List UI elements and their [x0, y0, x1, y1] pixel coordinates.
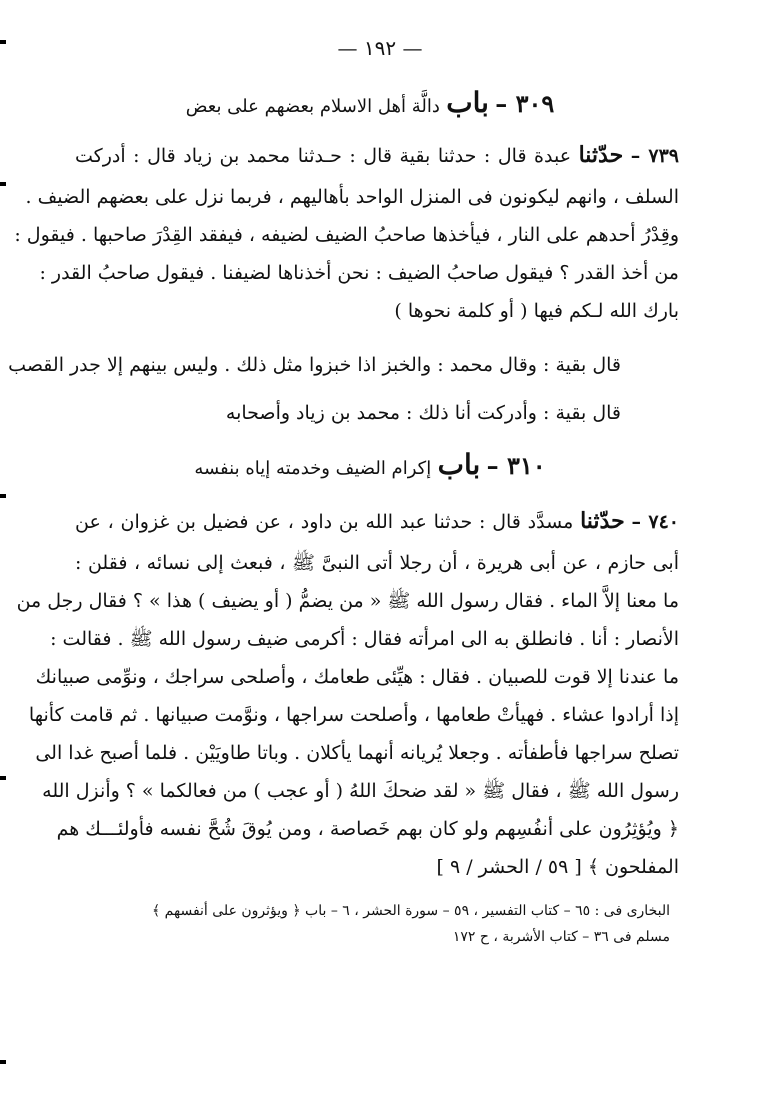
- hadith-739-line: [75, 140, 679, 171]
- chapter-number: ٣١٠ –: [486, 451, 546, 480]
- narration-line: قال بقية : وأدركت أنا ذلك : محمد بن زياد وأصحابه: [225, 402, 621, 424]
- hadith-740-line: ما معنا إلاَّ الماء . فقال رسول الله ﷺ « من يضمُّ ( أو يضيف ) هذا » ؟ فقال رجل من: [16, 590, 679, 612]
- hadith-739-line: وقِدْرُ أحدهم على النار ، فيأخذها صاحبُ الضيف لضيفه ، فيفقد القِدْرَ صاحبها . فيقول :: [14, 224, 679, 246]
- margin-mark: [0, 776, 6, 780]
- page-number: — ١٩٢ —: [337, 36, 423, 60]
- hadith-text: مسدَّد قال : حدثنا عبد الله بن داود ، عن فضيل بن غزوان ، عن: [75, 511, 574, 533]
- hadith-739-line: من أخذ القدر ؟ فيقول صاحبُ الضيف : نحن أخذناها لضيفنا . فيقول صاحبُ القدر :: [39, 262, 679, 284]
- footnote-bukhari: البخارى فى : ٦٥ – كتاب التفسير ، ٥٩ – سورة الحشر ، ٦ – باب ﴿ ويؤثرون على أنفسهم ﴾: [152, 903, 670, 919]
- hadith-739-line: بارك الله لـكم فيها ( أو كلمة نحوها ): [394, 300, 679, 322]
- margin-mark: [0, 1060, 6, 1064]
- hadith-740-line: [75, 506, 679, 537]
- narration-line: قال بقية : وقال محمد : والخبز اذا خبزوا مثل ذلك . وليس بينهم إلا جدر القصب: [8, 354, 621, 376]
- quran-verse-line: ﴿ ويُؤثِرُون على أنفُسِهم ولو كان بهم خَصاصة ، ومن يُوقَ شُحَّ نفسه فأولئـــك هم: [56, 818, 679, 840]
- hadith-number: ٧٣٩ –: [630, 145, 679, 167]
- hadith-740-line: الأنصار : أنا . فانطلق به الى امرأته فقال : أكرمى ضيف رسول الله ﷺ . فقالت :: [50, 628, 679, 650]
- hadith-keyword: حدّثنا: [578, 142, 624, 168]
- hadith-739-line: السلف ، وانهم ليكونون فى المنزل الواحد بأهاليهم ، فربما نزل على بعضهم الضيف .: [25, 186, 679, 208]
- chapter-title: إكرام الضيف وخدمته إياه بنفسه: [194, 458, 432, 479]
- margin-mark: [0, 182, 6, 186]
- margin-mark: [0, 494, 6, 498]
- chapter-heading-309: [150, 86, 590, 124]
- chapter-title: دالَّة أهل الاسلام بعضهم على بعض: [185, 96, 440, 117]
- hadith-740-line: أبى حازم ، عن أبى هريرة ، أن رجلا أتى النبىَّ ﷺ ، فبعث إلى نسائه ، فقلن :: [75, 552, 679, 574]
- quran-verse-line: المفلحون ﴾ [ ٥٩ / الحشر / ٩ ]: [436, 856, 679, 878]
- hadith-number: ٧٤٠ –: [631, 511, 680, 533]
- chapter-bab-label: باب: [437, 448, 481, 481]
- hadith-740-line: تصلح سراجها فأطفأته . وجعلا يُريانه أنهما يأكلان . وباتا طاويَيْن . فلما أصبح غدا الى: [35, 742, 679, 764]
- margin-mark: [0, 40, 6, 44]
- chapter-heading-310: [150, 448, 590, 486]
- hadith-740-line: إذا أرادوا عشاء . فهيأتْ طعامها ، وأصلحت سراجها ، ونوَّمت صبيانها . ثم قامت كأنها: [28, 704, 679, 726]
- chapter-number: ٣٠٩ –: [495, 89, 555, 118]
- hadith-text: عبدة قال : حدثنا بقية قال : حـدثنا محمد بن زياد قال : أدركت: [75, 145, 572, 167]
- hadith-740-line: رسول الله ﷺ ، فقال ﷺ « لقد ضحكَ اللهُ ( أو عجب ) من فعالكما » ؟ وأنزل الله: [42, 780, 679, 802]
- hadith-keyword: حدّثنا: [580, 508, 625, 534]
- chapter-bab-label: باب: [446, 86, 489, 119]
- hadith-740-line: ما عندنا إلا قوت للصبيان . فقال : هيِّئى طعامك ، وأصلحى سراجك ، ونوِّمى صبيانك: [35, 666, 679, 688]
- footnote-muslim: مسلم فى ٣٦ – كتاب الأشربة ، ح ١٧٢: [452, 929, 670, 945]
